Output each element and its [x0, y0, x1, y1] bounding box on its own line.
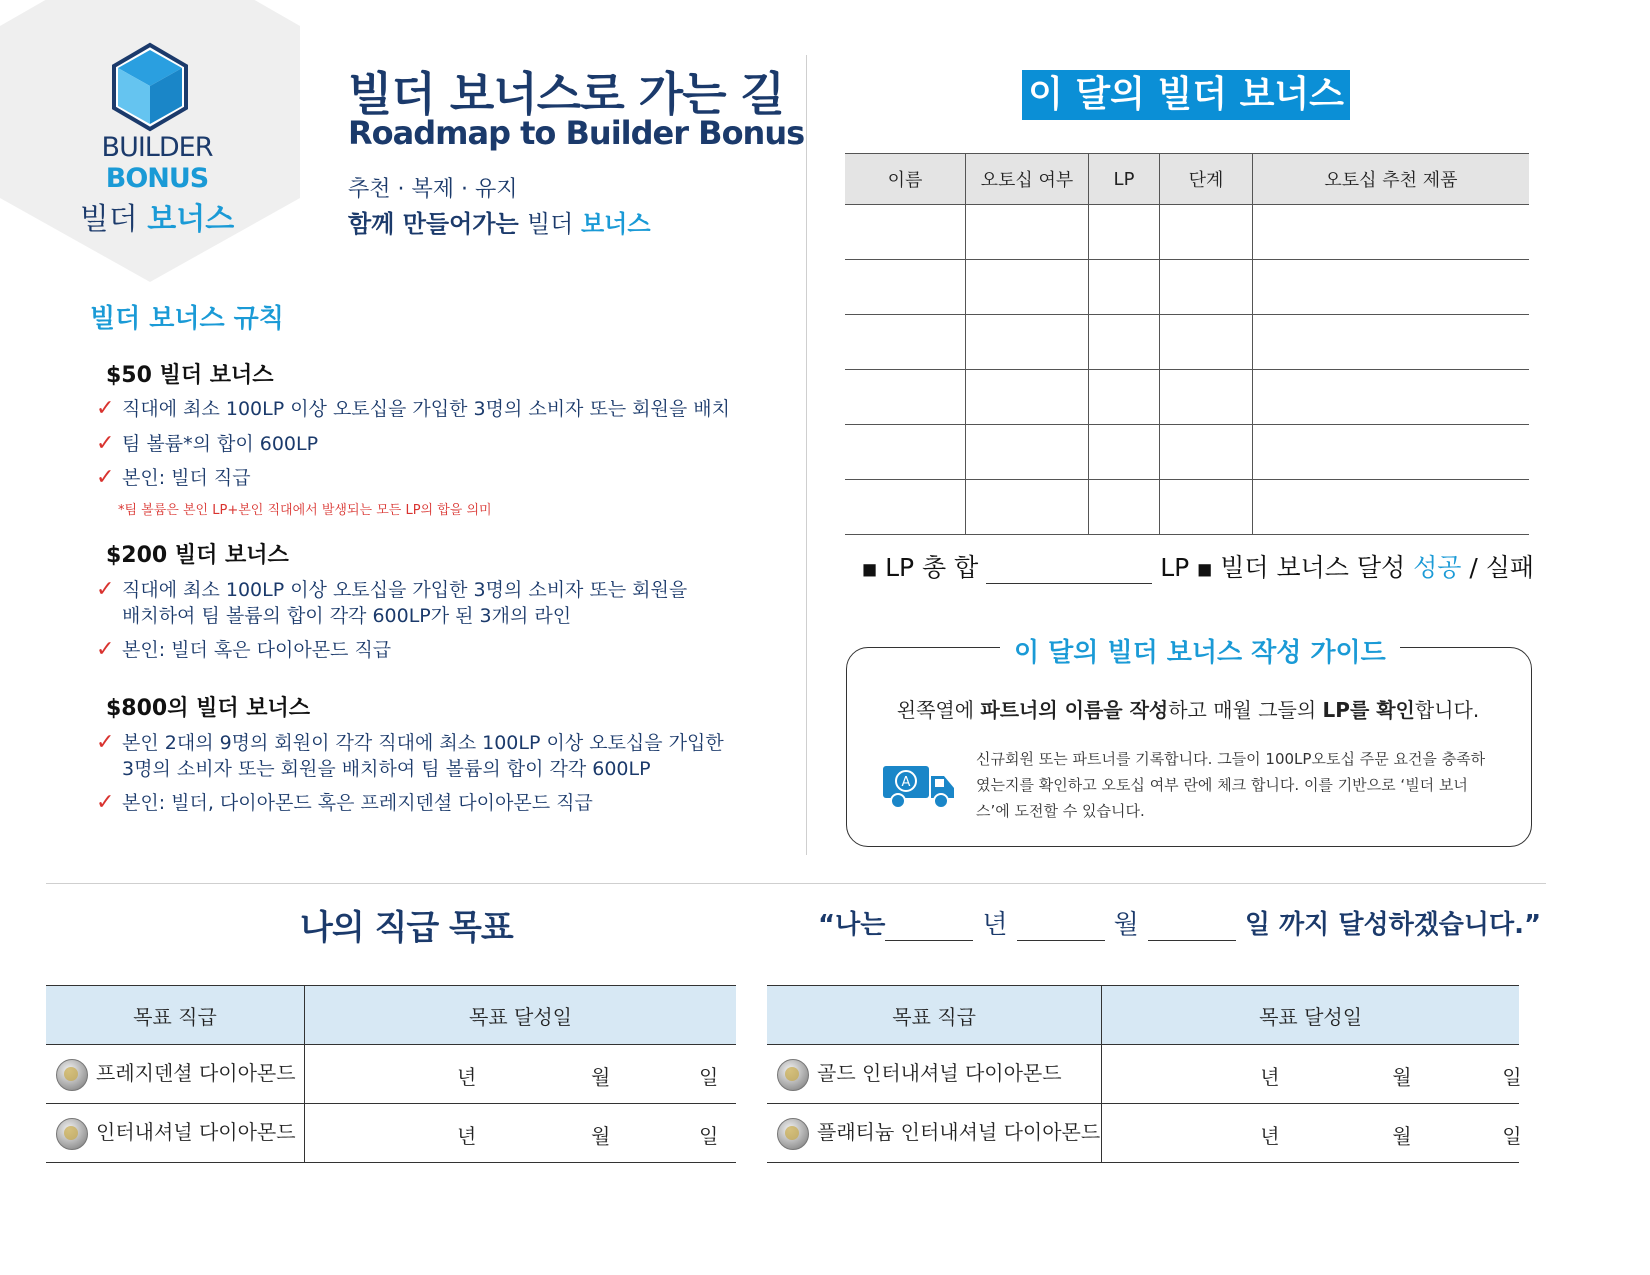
col-target-rank: 목표 직급: [767, 986, 1102, 1045]
col-target-date: 목표 달성일: [305, 986, 737, 1045]
guide-description: 신규회원 또는 파트너를 기록합니다. 그들이 100LP오토십 주문 요건을 충족하였는지를 확인하고 오토십 여부 란에 체크 합니다. 이를 기반으로 ‘빌더 보너스’에 도전할 수 있습니다.: [976, 750, 1486, 820]
goal-row: [767, 1104, 1519, 1163]
table-cell-input[interactable]: [1253, 370, 1530, 425]
table-cell-input[interactable]: [845, 260, 966, 315]
check-icon: ✓: [96, 637, 115, 662]
rank-goal-heading: 나의 직급 목표: [300, 908, 513, 948]
tagline-slogan: 함께 만들어가는 빌더 보너스: [348, 210, 651, 238]
horizontal-divider: [46, 883, 1546, 884]
check-icon: ✓: [96, 465, 115, 490]
table-cell-input[interactable]: [845, 370, 966, 425]
svg-text:A: A: [901, 775, 911, 790]
date-month-label: 월: [1392, 1065, 1412, 1089]
guide-title: 이 달의 빌더 보너스 작성 가이드: [1000, 632, 1400, 669]
table-row: [845, 315, 1529, 370]
guide-instruction: 왼쪽열에 파트너의 이름을 작성하고 매월 그들의 LP를 확인합니다.: [896, 698, 1480, 722]
col-target-date: 목표 달성일: [1102, 986, 1519, 1045]
date-month-label: 월: [591, 1065, 611, 1089]
table-row: [845, 480, 1529, 535]
lp-total-field[interactable]: [986, 559, 1152, 584]
rank-label: 프레지덴셜 다이아몬드: [96, 1061, 296, 1086]
table-cell-input[interactable]: [966, 315, 1089, 370]
rank-badge-icon: [56, 1059, 88, 1091]
col-lp: LP: [1089, 154, 1160, 205]
goal-row: [46, 1104, 736, 1163]
table-cell-input[interactable]: [1089, 260, 1160, 315]
table-cell-input[interactable]: [1253, 480, 1530, 535]
table-cell-input[interactable]: [845, 480, 966, 535]
table-cell-input[interactable]: [966, 480, 1089, 535]
col-autoship: 오토십 여부: [966, 154, 1089, 205]
rules-heading: 빌더 보너스 규칙: [90, 304, 284, 334]
goal-rank: [767, 1104, 1102, 1163]
goal-rank: [46, 1045, 305, 1104]
table-cell-input[interactable]: [1089, 315, 1160, 370]
autoship-truck-icon: [882, 762, 956, 810]
check-icon: ✓: [96, 396, 115, 421]
rank-label: 골드 인터내셔널 다이아몬드: [817, 1061, 1062, 1086]
goal-table-left: [46, 985, 736, 1163]
date-day-label: 일: [699, 1124, 719, 1148]
col-target-rank: 목표 직급: [46, 986, 305, 1045]
table-cell-input[interactable]: [845, 205, 966, 260]
table-cell-input[interactable]: [966, 205, 1089, 260]
col-stage: 단계: [1160, 154, 1253, 205]
rule-item: ✓ 직대에 최소 100LP 이상 오토십을 가입한 3명의 소비자 또는 회원을 배치: [96, 396, 730, 421]
date-year-label: 년: [1260, 1065, 1280, 1089]
goal-rank: [767, 1045, 1102, 1104]
check-icon: ✓: [96, 431, 115, 456]
pledge-day-field[interactable]: [1148, 910, 1236, 941]
table-cell-input[interactable]: [1253, 260, 1530, 315]
lp-total-line: ■ LP 총 합 LP ■ 빌더 보너스 달성 성공 / 실패: [862, 553, 1535, 582]
goal-date-field[interactable]: [305, 1045, 737, 1104]
table-row: [845, 425, 1529, 480]
table-cell-input[interactable]: [1089, 205, 1160, 260]
rule-item: ✓ 팀 볼륨*의 합이 600LP: [96, 431, 319, 456]
goal-date-field[interactable]: [1102, 1104, 1522, 1163]
pledge-month-field[interactable]: [1017, 910, 1105, 941]
goal-date-field[interactable]: [1102, 1045, 1522, 1104]
date-year-label: 년: [1260, 1124, 1280, 1148]
monthly-title: 이 달의 빌더 보너스: [1022, 70, 1350, 120]
table-cell-input[interactable]: [1160, 205, 1253, 260]
logo-wordmark: BUILDER BONUS 빌더 보너스: [79, 132, 235, 237]
success-option[interactable]: 성공: [1413, 553, 1462, 582]
date-day-label: 일: [1502, 1065, 1522, 1089]
rank-badge-icon: [56, 1118, 88, 1150]
rank-label: 인터내셔널 다이아몬드: [96, 1120, 296, 1145]
check-icon: ✓: [96, 790, 115, 815]
goal-table-right: [767, 985, 1522, 1163]
table-cell-input[interactable]: [845, 425, 966, 480]
table-cell-input[interactable]: [966, 260, 1089, 315]
table-cell-input[interactable]: [1089, 425, 1160, 480]
tagline: 추천 · 복제 · 유지: [348, 177, 518, 202]
date-year-label: 년: [457, 1065, 477, 1089]
table-cell-input[interactable]: [1160, 260, 1253, 315]
goal-rank: [46, 1104, 305, 1163]
table-cell-input[interactable]: [1160, 370, 1253, 425]
table-cell-input[interactable]: [1160, 425, 1253, 480]
table-cell-input[interactable]: [966, 370, 1089, 425]
page-title: 빌더 보너스로 가는 길: [348, 67, 784, 121]
bonus-800-heading: $800의 빌더 보너스: [106, 696, 311, 721]
rule-item: ✓ 직대에 최소 100LP 이상 오토십을 가입한 3명의 소비자 또는 회원을 배치하여 팀 볼륨의 합이 각각 600LP가 된 3개의 라인: [96, 577, 688, 627]
goal-row: [46, 1045, 736, 1104]
table-row: [845, 370, 1529, 425]
table-cell-input[interactable]: [966, 425, 1089, 480]
date-day-label: 일: [1502, 1124, 1522, 1148]
pledge-year-field[interactable]: [885, 910, 973, 941]
table-cell-input[interactable]: [1160, 315, 1253, 370]
check-icon: ✓: [96, 577, 115, 602]
team-volume-note: *팀 볼륨은 본인 LP+본인 직대에서 발생되는 모든 LP의 합을 의미: [118, 503, 492, 518]
bonus-200-heading: $200 빌더 보너스: [106, 543, 289, 568]
table-cell-input[interactable]: [1253, 315, 1530, 370]
col-name: 이름: [845, 154, 966, 205]
table-row: [845, 205, 1529, 260]
goal-date-field[interactable]: [305, 1104, 737, 1163]
monthly-tracking-table: [845, 153, 1529, 535]
date-month-label: 월: [591, 1124, 611, 1148]
date-day-label: 일: [699, 1065, 719, 1089]
table-cell-input[interactable]: [1089, 480, 1160, 535]
rule-item: ✓ 본인: 빌더, 다이아몬드 혹은 프레지덴셜 다이아몬드 직급: [96, 790, 593, 815]
date-month-label: 월: [1392, 1124, 1412, 1148]
vertical-divider: [806, 55, 807, 855]
table-cell-input[interactable]: [1253, 425, 1530, 480]
pledge-line: “나는 년 월 일 까지 달성하겠습니다.”: [818, 910, 1542, 940]
rule-item: ✓ 본인: 빌더 혹은 다이아몬드 직급: [96, 637, 392, 662]
table-cell-input[interactable]: [1089, 370, 1160, 425]
fail-option[interactable]: 실패: [1485, 553, 1535, 582]
table-cell-input[interactable]: [1160, 480, 1253, 535]
rank-badge-icon: [777, 1059, 809, 1091]
rule-item: ✓ 본인 2대의 9명의 회원이 각각 직대에 최소 100LP 이상 오토십을 가입한 3명의 소비자 또는 회원을 배치하여 팀 볼륨의 합이 각각 600LP: [96, 730, 724, 780]
table-cell-input[interactable]: [845, 315, 966, 370]
check-icon: ✓: [96, 730, 115, 755]
page-subtitle-en: Roadmap to Builder Bonus: [348, 114, 805, 152]
col-product: 오토십 추천 제품: [1253, 154, 1530, 205]
bonus-50-heading: $50 빌더 보너스: [106, 363, 274, 388]
table-row: [845, 260, 1529, 315]
rank-badge-icon: [777, 1118, 809, 1150]
rank-label: 플래티늄 인터내셔널 다이아몬드: [817, 1120, 1101, 1145]
date-year-label: 년: [457, 1124, 477, 1148]
goal-row: [767, 1045, 1519, 1104]
table-cell-input[interactable]: [1253, 205, 1530, 260]
rule-item: ✓ 본인: 빌더 직급: [96, 465, 251, 490]
